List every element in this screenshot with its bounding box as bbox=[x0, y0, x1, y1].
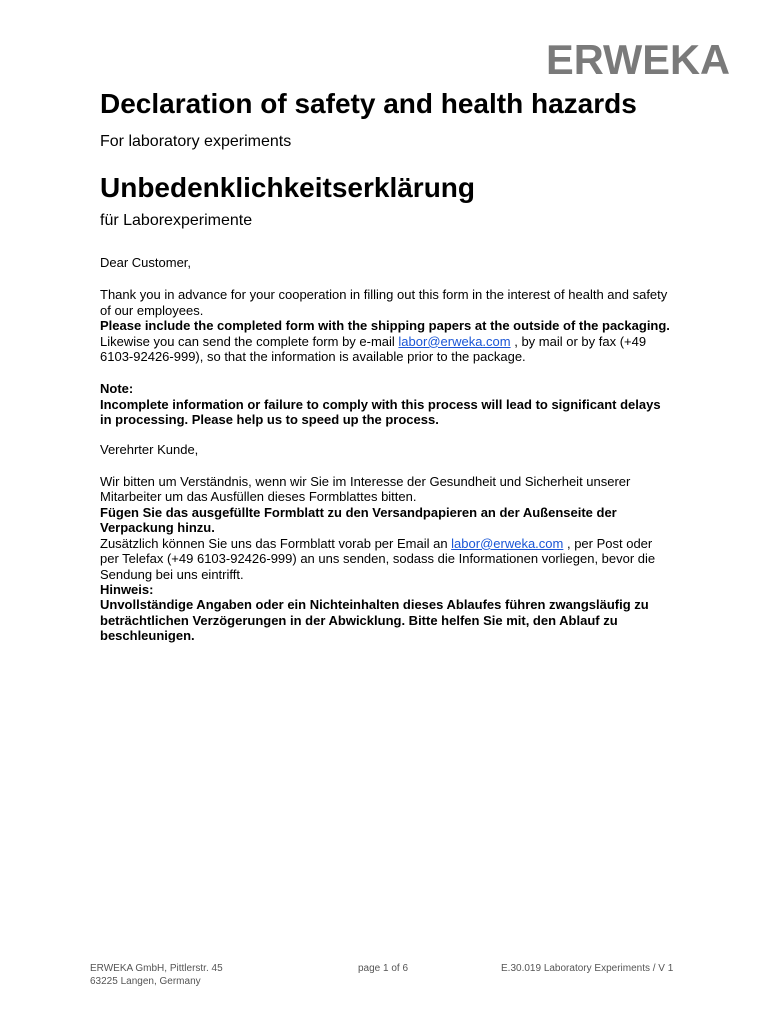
contact-english bbox=[100, 334, 670, 365]
contact-german-pre: Zusätzlich können Sie uns das Formblatt vorab per Email an bbox=[100, 535, 452, 551]
subtitle-german: für Laborexperimente bbox=[100, 212, 253, 229]
contact-german bbox=[100, 536, 670, 582]
note-label-german: Hinweis: bbox=[100, 581, 154, 597]
email-link-german[interactable]: labor@erweka.com bbox=[451, 535, 564, 551]
contact-english-post: , by mail or by fax (+49 6103-92426-999), so that the information is available prior to the package. bbox=[100, 333, 647, 365]
document-body bbox=[100, 88, 670, 644]
greeting-english: Dear Customer, bbox=[100, 255, 192, 270]
title-german: Unbedenklichkeitserklärung bbox=[100, 172, 476, 203]
intro-german: Wir bitten um Verständnis, wenn wir Sie im Interesse der Gesundheit und Sicherheit unserer Mitarbeiter um das Ausfüllen dieses Formblattes bitten. bbox=[100, 474, 631, 505]
footer-company-line1: ERWEKA GmbH, Pittlerstr. 45 bbox=[90, 963, 223, 974]
title-english: Declaration of safety and health hazards bbox=[100, 88, 637, 119]
note-text-german: Unvollständige Angaben oder ein Nichteinhalten dieses Ablaufes führen zwangsläufig zu beträchtlichen Verzögerungen in der Abwicklung. Bitte helfen Sie mit, den Ablauf zu beschleunigen. bbox=[100, 597, 649, 644]
greeting-german: Verehrter Kunde, bbox=[100, 441, 199, 457]
subtitle-english: For laboratory experiments bbox=[100, 133, 292, 150]
email-link-english[interactable]: labor@erweka.com bbox=[398, 333, 511, 349]
contact-english-pre: Likewise you can send the complete form by e-mail bbox=[100, 333, 399, 349]
erweka-logo bbox=[546, 36, 731, 80]
contact-german-post: , per Post oder per Telefax (+49 6103-92426-999) an uns senden, sodass die Informationen vorliegen, bevor die Sendung bei uns eintrifft. bbox=[100, 535, 656, 582]
footer-company bbox=[90, 963, 223, 988]
erweka-logo-text: ERWEKA bbox=[546, 36, 730, 80]
instruction-german: Fügen Sie das ausgefüllte Formblatt zu den Versandpapieren an der Außenseite der Verpackung hinzu. bbox=[100, 504, 617, 536]
footer-document-reference: E.30.019 Laboratory Experiments / V 1 bbox=[501, 963, 674, 974]
footer-company-line2: 63225 Langen, Germany bbox=[90, 975, 201, 987]
intro-english: Thank you in advance for your cooperation in filling out this form in the interest of health and safety of our employees. bbox=[100, 287, 668, 318]
erweka-logo-mark bbox=[546, 36, 731, 80]
note-text-english: Incomplete information or failure to comply with this process will lead to significant delays in processing. Please help us to speed up the process. bbox=[100, 396, 661, 428]
note-label-english: Note: bbox=[100, 381, 134, 397]
footer-page-number: page 1 of 6 bbox=[358, 963, 409, 974]
instruction-english: Please include the completed form with the shipping papers at the outside of the packaging. bbox=[100, 318, 670, 334]
